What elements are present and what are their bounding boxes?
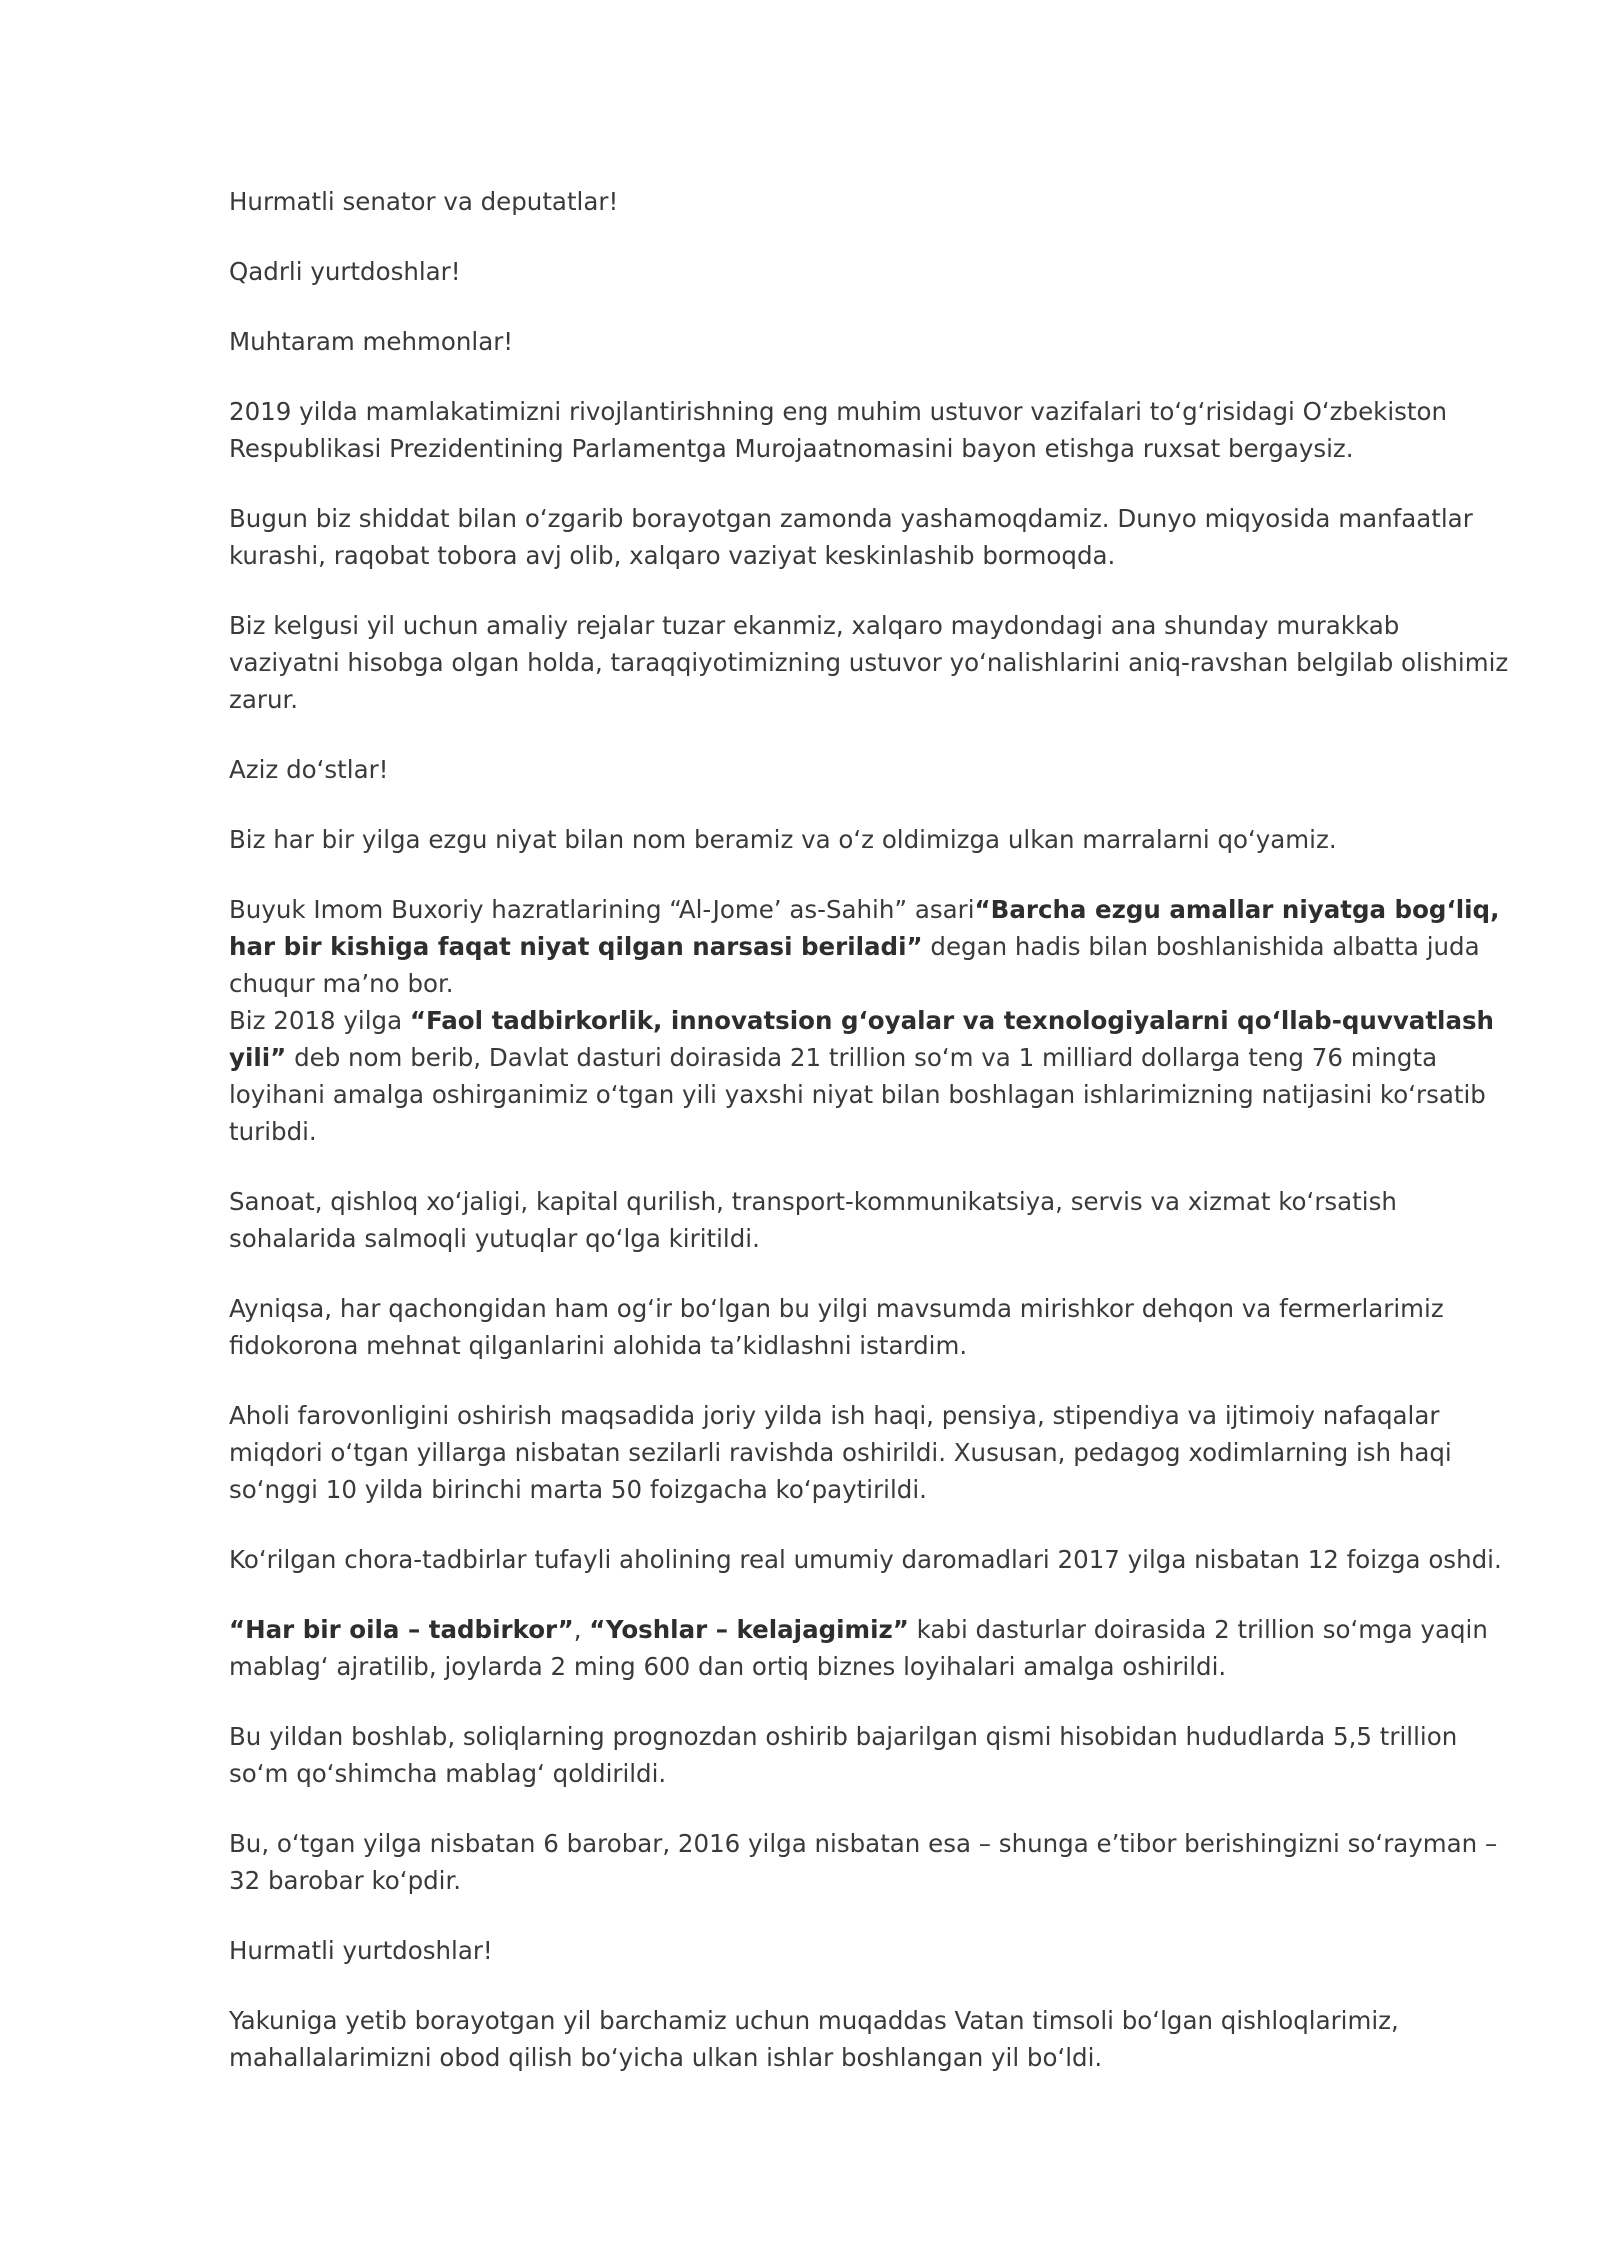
paragraph-p2 [229, 253, 1511, 290]
text-segment: Ayniqsa, har qachongidan ham og‘ir bo‘lgan bu yilgi mavsumda mirishkor dehqon va fermerlarimiz fidokorona mehnat qilganlarini alohida ta’kidlashni istardim. [229, 1294, 1444, 1360]
paragraph-p15 [229, 1611, 1511, 1685]
text-segment: Aholi farovonligini oshirish maqsadida joriy yilda ish haqi, pensiya, stipendiya va ijtimoiy nafaqalar miqdori o‘tgan yillarga nisbatan sezilarli ravishda oshirildi. Xususan, pedagog xodimlarning ish haqi so‘nggi 10 yilda birinchi marta 50 foizgacha ko‘paytirildi. [229, 1401, 1452, 1504]
text-segment: Aziz do‘stlar! [229, 755, 389, 784]
text-segment: kabi dasturlar doirasida 2 trillion so‘mga yaqin mablag‘ ajratilib, joylarda 2 ming 600 dan ortiq biznes loyihalari amalga oshirildi. [229, 1615, 1488, 1681]
paragraph-p3 [229, 323, 1511, 360]
paragraph-p6 [229, 607, 1511, 718]
paragraph-p4 [229, 393, 1511, 467]
paragraph-p16 [229, 1718, 1511, 1792]
text-segment: Biz kelgusi yil uchun amaliy rejalar tuzar ekanmiz, xalqaro maydondagi ana shunday murakkab vaziyatni hisobga olgan holda, taraqqiyotimizning ustuvor yo‘nalishlarini aniq-ravshan belgilab olishimiz zarur. [229, 611, 1509, 714]
paragraph-p19 [229, 2002, 1511, 2076]
paragraph-p8 [229, 821, 1511, 858]
paragraph-p18 [229, 1932, 1511, 1969]
text-segment: Buyuk Imom Buxoriy hazratlarining “Al-Jome’ as-Sahih” asari [229, 895, 975, 924]
text-segment: deb nom berib, Davlat dasturi doirasida 21 trillion so‘m va 1 milliard dollarga teng 76 mingta loyihani amalga oshirganimiz o‘tgan yili yaxshi niyat bilan boshlagan ishlarimizning natijasini ko‘rsatib turibdi. [229, 1043, 1486, 1146]
paragraph-p5 [229, 500, 1511, 574]
paragraph-p7 [229, 751, 1511, 788]
bold-text: “Barcha ezgu amallar niyatga bog‘liq, har bir kishiga faqat niyat qilgan narsasi beriladi” [229, 895, 1500, 961]
text-segment: Qadrli yurtdoshlar! [229, 257, 461, 286]
paragraph-p1 [229, 183, 1511, 220]
paragraph-p13 [229, 1397, 1511, 1508]
text-segment: Bu yildan boshlab, soliqlarning prognozdan oshirib bajarilgan qismi hisobidan hududlarda 5,5 trillion so‘m qo‘shimcha mablag‘ qoldirildi. [229, 1722, 1458, 1788]
text-segment: degan hadis bilan boshlanishida albatta juda chuqur ma’no bor. [229, 932, 1480, 998]
bold-text: “Har bir oila – tadbirkor” [229, 1615, 574, 1644]
text-segment: Sanoat, qishloq xo‘jaligi, kapital qurilish, transport-kommunikatsiya, servis va xizmat ko‘rsatish sohalarida salmoqli yutuqlar qo‘lga kiritildi. [229, 1187, 1397, 1253]
text-segment: Hurmatli yurtdoshlar! [229, 1936, 493, 1965]
text-segment: Hurmatli senator va deputatlar! [229, 187, 619, 216]
bold-text: “Faol tadbirkorlik, innovatsion g‘oyalar va texnologiyalarni qo‘llab-quvvatlash yili” [229, 1006, 1494, 1072]
text-segment: Bugun biz shiddat bilan o‘zgarib borayotgan zamonda yashamoqdamiz. Dunyo miqyosida manfaatlar kurashi, raqobat tobora avj olib, xalqaro vaziyat keskinlashib bormoqda. [229, 504, 1473, 570]
text-segment: Bu, o‘tgan yilga nisbatan 6 barobar, 2016 yilga nisbatan esa – shunga e’tibor berishingizni so‘rayman – 32 barobar ko‘pdir. [229, 1829, 1498, 1895]
paragraph-p9 [229, 891, 1511, 1002]
text-segment: 2019 yilda mamlakatimizni rivojlantirishning eng muhim ustuvor vazifalari to‘g‘risidagi O‘zbekiston Respublikasi Prezidentining Parlamentga Murojaatnomasini bayon etishga ruxsat bergaysiz. [229, 397, 1448, 463]
paragraph-p17 [229, 1825, 1511, 1899]
bold-text: “Yoshlar – kelajagimiz” [589, 1615, 909, 1644]
paragraph-p11 [229, 1183, 1511, 1257]
text-segment: Yakuniga yetib borayotgan yil barchamiz uchun muqaddas Vatan timsoli bo‘lgan qishloqlarimiz, mahallalarimizni obod qilish bo‘yicha ulkan ishlar boshlangan yil bo‘ldi. [229, 2006, 1399, 2072]
paragraph-p12 [229, 1290, 1511, 1364]
paragraph-p10 [229, 1002, 1511, 1150]
document-page [229, 183, 1511, 2109]
text-segment: Ko‘rilgan chora-tadbirlar tufayli aholining real umumiy daromadlari 2017 yilga nisbatan 12 foizga oshdi. [229, 1545, 1502, 1574]
text-segment: Muhtaram mehmonlar! [229, 327, 514, 356]
text-segment: Biz har bir yilga ezgu niyat bilan nom beramiz va o‘z oldimizga ulkan marralarni qo‘yamiz. [229, 825, 1337, 854]
text-segment: , [573, 1615, 590, 1644]
paragraph-p14 [229, 1541, 1511, 1578]
text-segment: Biz 2018 yilga [229, 1006, 410, 1035]
